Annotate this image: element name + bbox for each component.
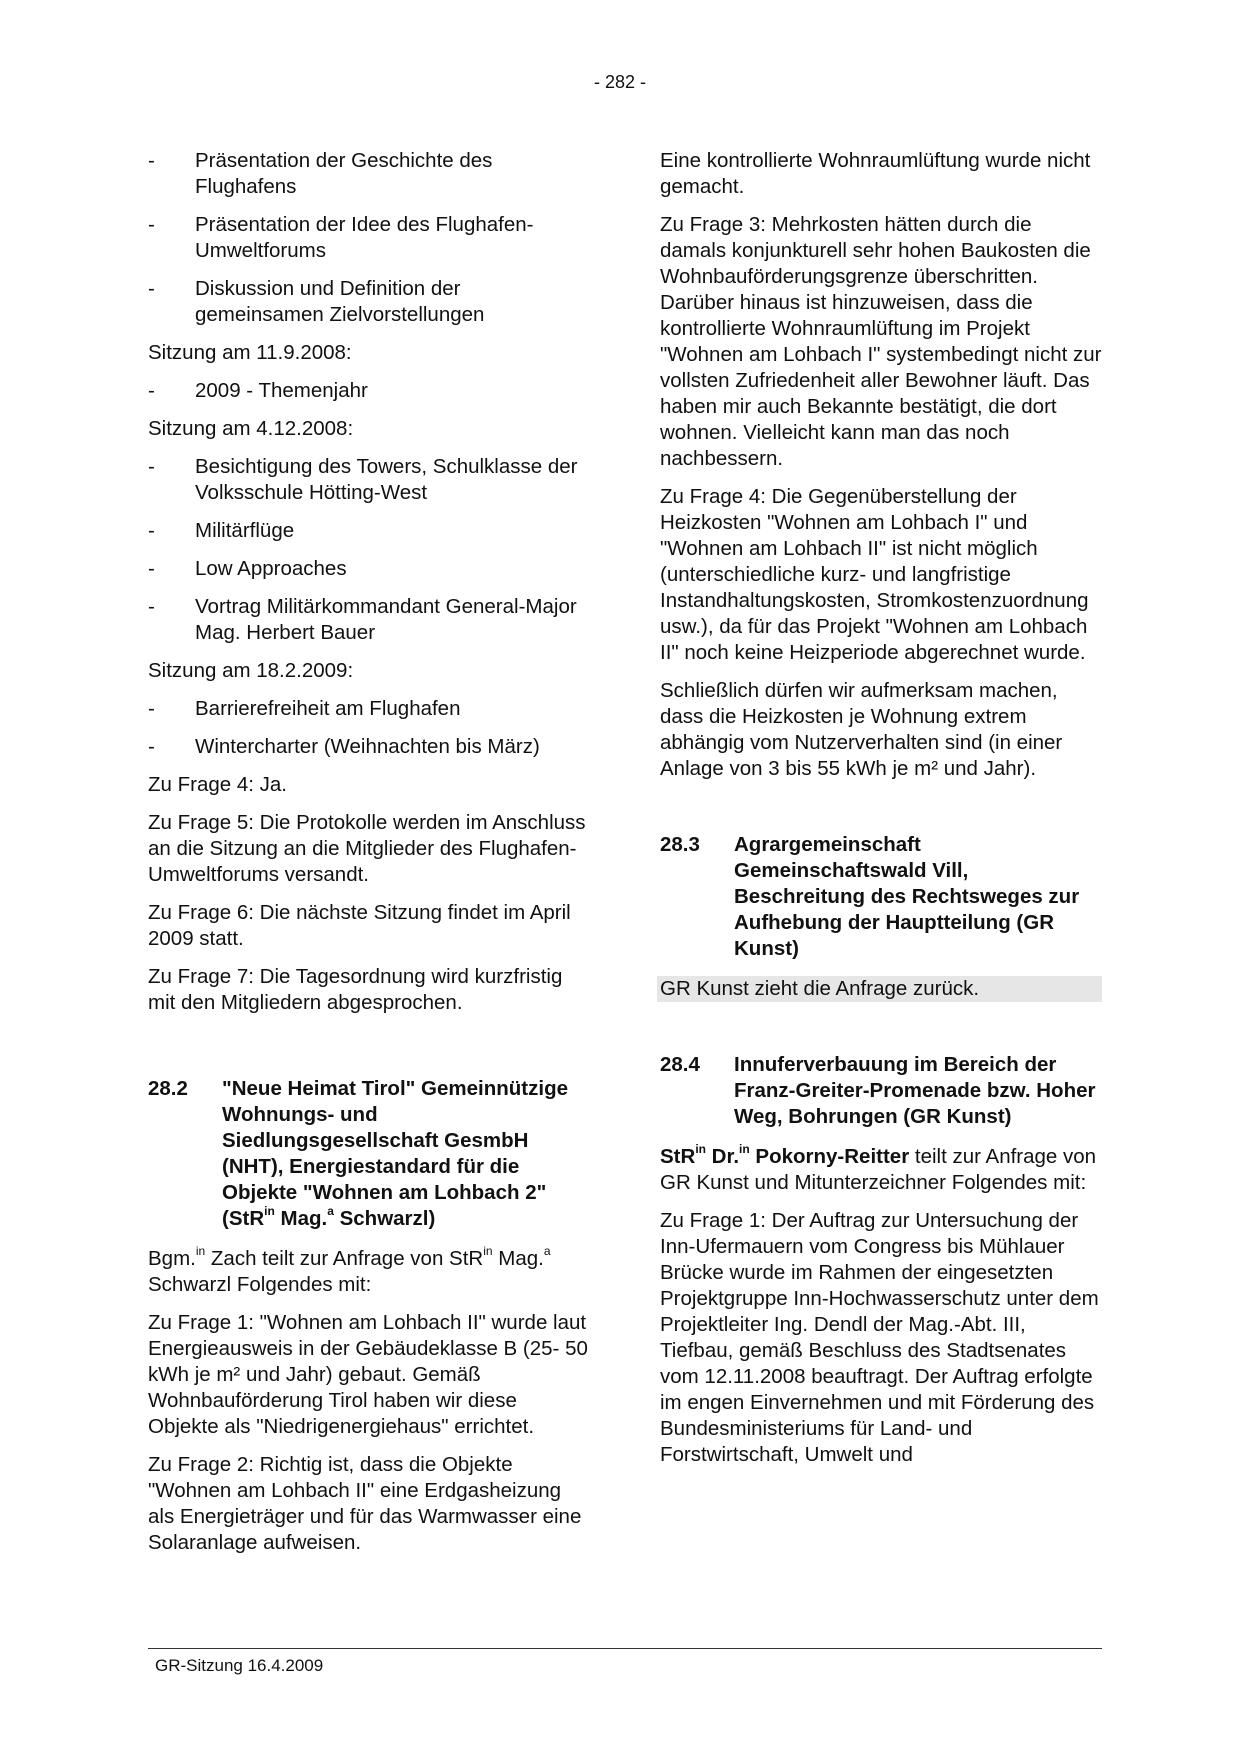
answer-paragraph: Zu Frage 7: Die Tagesordnung wird kurzfristig mit den Mitgliedern abgesprochen. (148, 965, 563, 1014)
paragraph: Eine kontrollierte Wohnraumlüftung wurde nicht gemacht. (660, 149, 1091, 198)
intro-paragraph: Bgm.$^{in}$ Zach teilt zur Anfrage von StR$^{in}$ Mag.$^a$ Schwarzl Folgendes mit: (148, 1244, 551, 1296)
section-title: "Neue Heimat Tirol" Gemeinnützige Wohnungs- und Siedlungsgesellschaft GesmbH (NHT), Energiestandard für die Objekte "Wohnen am Lohbach 2" (StR$^{in}$ Mag.$^a$ Schwarzl) (222, 1077, 568, 1230)
list-item: - 2009 - Themenjahr (148, 379, 368, 402)
answer-paragraph: Zu Frage 5: Die Protokolle werden im Anschluss an die Sitzung an die Mitglieder des Flughafen-Umweltforums versandt. (148, 811, 586, 886)
session-heading: Sitzung am 11.9.2008: (148, 341, 352, 364)
list-item: - Barrierefreiheit am Flughafen (148, 697, 461, 720)
section-title: Agrargemeinschaft Gemeinschaftswald Vill, Beschreitung des Rechtsweges zur Aufhebung der Hauptteilung (GR Kunst) (734, 833, 1080, 960)
list-item: - Low Approaches (148, 557, 347, 580)
left-column (148, 148, 588, 1568)
page-number: - 282 - (593, 72, 647, 92)
session-heading: Sitzung am 4.12.2008: (148, 417, 354, 440)
footer-divider (148, 1648, 1102, 1649)
intro-paragraph: StR$^{in}$ Dr.$^{in}$ Pokorny-Reitter teilt zur Anfrage von GR Kunst und Mitunterzeichner Folgendes mit: (660, 1142, 1097, 1194)
list-item: - Präsentation der Idee des Flughafen-Umweltforums (148, 213, 534, 262)
list-item: - Präsentation der Geschichte des Flughafens (148, 149, 493, 198)
section-heading-28-4 (660, 1052, 1102, 1130)
right-column (660, 148, 1102, 1480)
paragraph: Schließlich dürfen wir aufmerksam machen, dass die Heizkosten je Wohnung extrem abhängig vom Nutzerverhalten sind (in einer Anlage von 3 bis 55 kWh je m² und Jahr). (660, 679, 1063, 780)
section-heading-28-3 (660, 832, 1102, 962)
answer-paragraph: Zu Frage 3: Mehrkosten hätten durch die damals konjunkturell sehr hohen Baukosten die Wohnbauförderungsgrenze überschritten. Darüber hinaus ist hinzuweisen, dass die kontrollierte Wohnraumlüftung im Projekt "Wohnen am Lohbach I" systembedingt nicht zur vollsten Zufriedenheit aller Bewohner läuft. Das haben mir auch Bekannte bestätigt, die dort wohnen. Vielleicht kann man das noch nachbessern. (660, 213, 1102, 470)
list-item: - Diskussion und Definition der gemeinsamen Zielvorstellungen (148, 277, 485, 326)
answer-paragraph: Zu Frage 4: Die Gegenüberstellung der Heizkosten "Wohnen am Lohbach I" und "Wohnen am Lohbach II" ist nicht möglich (unterschiedliche kurz- und langfristige Instandhaltungskosten, Stromkostenzuordnung usw.), da für das Projekt "Wohnen am Lohbach II" noch keine Heizperiode abgerechnet wurde. (660, 485, 1089, 664)
answer-paragraph: Zu Frage 1: Der Auftrag zur Untersuchung der Inn-Ufermauern vom Congress bis Mühlauer Brücke wurde im Rahmen der eingesetzten Projektgruppe Inn-Hochwasserschutz unter dem Projektleiter Ing. Dendl der Mag.-Abt. III, Tiefbau, gemäß Beschluss des Stadtsenates vom 12.11.2008 beauftragt. Der Auftrag erfolgte im engen Einvernehmen und mit Förderung des Bundesministeriums für Land- und Forstwirtschaft, Umwelt und (660, 1209, 1099, 1466)
section-heading-28-2 (148, 1076, 588, 1232)
answer-paragraph: Zu Frage 4: Ja. (148, 773, 288, 796)
withdrawn-note: GR Kunst zieht die Anfrage zurück. (657, 976, 1102, 1002)
list-item: - Besichtigung des Towers, Schulklasse der Volksschule Hötting-West (148, 455, 578, 504)
session-heading: Sitzung am 18.2.2009: (148, 659, 354, 682)
answer-paragraph: Zu Frage 6: Die nächste Sitzung findet im April 2009 statt. (148, 901, 571, 950)
section-title: Innuferverbauung im Bereich der Franz-Greiter-Promenade bzw. Hoher Weg, Bohrungen (GR Kunst) (734, 1053, 1096, 1128)
answer-paragraph: Zu Frage 1: "Wohnen am Lohbach II" wurde laut Energieausweis in der Gebäudeklasse B (25- 50 kWh je m² und Jahr) gebaut. Gemäß Wohnbauförderung Tirol haben wir diese Objekte als "Niedrigenergiehaus" errichtet. (148, 1311, 588, 1438)
list-item: - Militärflüge (148, 519, 295, 542)
footer-text: GR-Sitzung 16.4.2009 (155, 1656, 324, 1675)
list-item: - Wintercharter (Weihnachten bis März) (148, 735, 540, 758)
section-number: 28.2 (148, 1077, 188, 1100)
answer-paragraph: Zu Frage 2: Richtig ist, dass die Objekte "Wohnen am Lohbach II" eine Erdgasheizung als Energieträger und für das Warmwasser eine Solaranlage aufweisen. (148, 1453, 582, 1554)
list-item: - Vortrag Militärkommandant General-Major Mag. Herbert Bauer (148, 595, 577, 644)
section-number: 28.4 (660, 1053, 700, 1076)
section-number: 28.3 (660, 833, 700, 856)
